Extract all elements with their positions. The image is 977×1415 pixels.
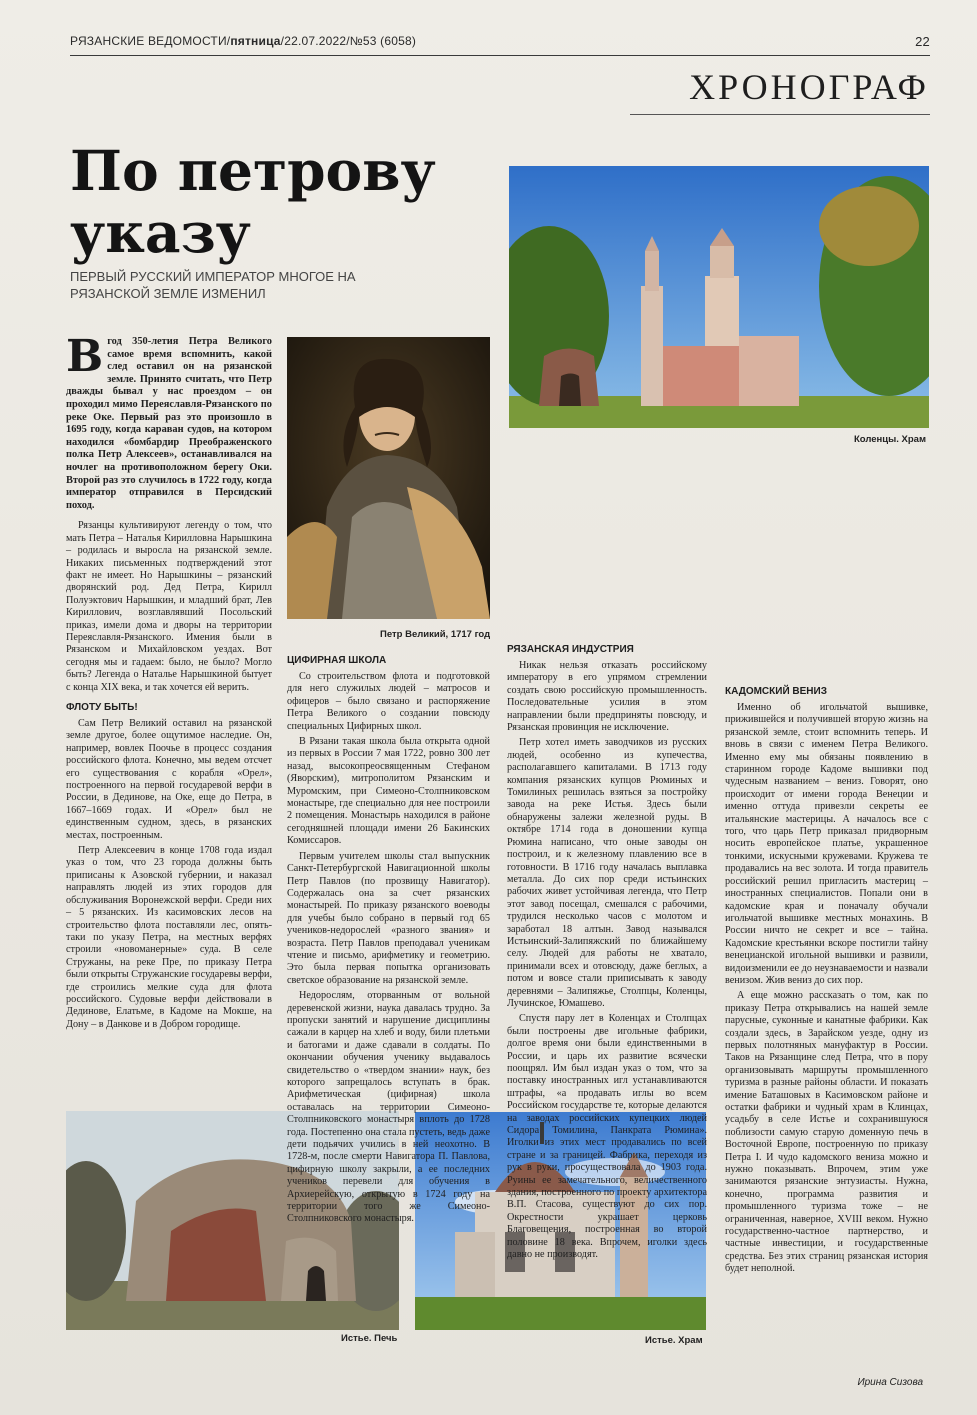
- header-rule: [70, 55, 930, 56]
- subheading-school: ЦИФИРНАЯ ШКОЛА: [287, 655, 387, 666]
- kolentsy-photo: [509, 166, 929, 428]
- issue-info: /22.07.2022/№53 (6058): [280, 34, 417, 48]
- kolentsy-caption: Коленцы. Храм: [854, 434, 926, 445]
- portrait-photo: [287, 337, 490, 619]
- article-subtitle: ПЕРВЫЙ РУССКИЙ ИМПЕРАТОР МНОГОЕ НА РЯЗАНСКОЙ ЗЕМЛЕ ИЗМЕНИЛ: [70, 269, 356, 301]
- column-2: [287, 655, 490, 1225]
- drop-cap: В: [66, 331, 104, 382]
- paragraph: Недорослям, оторванным от вольной деревенской жизни, наука давалась трудно. За пропуски занятий и нарушение дисциплины сажали в карцер на хлеб и воду, били плетьми и батогами и даже сдавали в солдаты. По окончании обучения ученику выдавалось свидетельство о «твердом знании» наук, без которого запрещалось вступать в брак. Арифметическая (цифирная) школа оставалась на территории Симеоно-Столпниковского монастыря вплоть до 1728 года. Постепенно она стала пустеть, ведь даже дети подьячих учились в ней неохотно. В 1728-м, после смерти Навигатора П. Павлова, цифирную школу закрыли, а ее последних учеников перевели для обучения в Архиерейскую, открытую в 1724 году на территории того же Симеоно-Столпниковского монастыря.: [287, 990, 490, 1225]
- paragraph: Рязанцы культивируют легенду о том, что мать Петра – Наталья Кирилловна Нарышкина – родилась и выросла на рязанской земле. Никаких письменных подтверждений этот факт не имеет. Но Нарышкины – рязанский дворянский род. Дед Петра, Кирилл Полуэктович Нарышкин, и младший брат, Лев Кириллович, возглавлявший Посольский приказ, имели дома и дворы на территории Переяславля-Рязанского. Имения были в Рязанском и Михайловском уездах. Вот сегодня мы и гадаем: было, не было? Могло быть? Легенда о Наталье Нарышкиной бытует с конца XIX века, и так хочется ей верить.: [66, 520, 272, 693]
- lead-paragraph: Вгод 350-летия Петра Великого самое время вспомнить, какой след оставил он на рязанской земле. Принято считать, что Петр дважды бывал у нас проездом – он проходил мимо Переяславля-Рязанского по реке Оке. Первый раз это произошло в 1695 году, когда караван судов, на котором находился «бомбардир Преображенского полка Петр Алексеев», останавливался на ночлег на противоположном берегу Оки. Второй раз это случилось в 1722 году, когда император отправился в Персидский поход.: [66, 331, 272, 511]
- paragraph: А еще можно рассказать о том, как по приказу Петра открывались на нашей земле парусные, суконные и канатные фабрики. Как создали здесь, в Зарайском уезде, одну из первых полотняных мануфактур в России. Таков на Рязанщине след Петра, что в пору организовывать маршруты промышленного туризма в разные районы области. И показать имение Баташовых в Касимовском районе и остатки фабрики и чудный храм в Клинцах, усадьбу в селе Истье и сохранившуюся поблизости самую старую доменную печь в Восточной Европе, построенную по приказу Петра I. И чудо кадомского вениза можно и нужно показывать. Впрочем, этим уже занимаются рязанские энтузиасты. Нужна, конечно, программа развития и промышленного туризма тоже – не ограниченная, наверное, XVIII веком. Нужно государственно-частное партнерство, и частные инвестиции, и государственные средства. Без этих страниц рязанская история будет неполной.: [725, 990, 928, 1275]
- istye-church-caption: Истье. Храм: [645, 1335, 703, 1346]
- paragraph: Петр хотел иметь заводчиков из русских людей, особенно из купечества, располагавшего капиталами. В 1713 году компания рязанских купцов Рюминых и Томилиных решилась взяться за постройку завода на реке Истья. Здесь были обнаружены залежи железной руды. В октябре 1714 года в доношении купца Рюмина написано, что оные заводы он построил, и к железному плавлению все в готовности. В 1716 году началась выплавка металла. До сих пор среди истьинских рабочих живет устойчивая легенда, что Петр этот завод посещал, смешался с рабочими, трудился несколько часов с молотом и заработал 18 алтын. Завод назывался Истьинский-Залипяжский по ближайшему селу. Людей для работы не хватало, принимали всех и отовсюду, даже беглых, а потом и вовсе стали приписывать к заводу деревнями – Залипяжье, Столпцы, Коленцы, Лучинское, Юмашево.: [507, 737, 707, 1009]
- subheading-veniz: КАДОМСКИЙ ВЕНИЗ: [725, 686, 827, 697]
- section-title: ХРОНОГРАФ: [689, 67, 929, 107]
- portrait-caption: Петр Великий, 1717 год: [380, 629, 491, 640]
- subheading-fleet: ФЛОТУ БЫТЬ!: [66, 702, 138, 713]
- paragraph: Спустя пару лет в Коленцах и Столпцах были построены две игольные фабрики, долгое время они были единственными в России, и царь их развитие всячески поощрял. Им был издан указ о том, что за поставку иностранных игл устанавливаются штрафы, «а продавать иглы во всем Российском государстве те, которые делаются на заводах российских купецких людей Сидора Томилина, Панкрата Рюмина». Иголки из этих мест продавались по всей стране и за границей. Фабрика, переходя из рук в руки, просуществовала до 1903 года. Руины ее замечательного, величественного здания, построенного по проекту архитектора В.П. Стасова, существуют до сих пор. Окрестности украшает церковь Благовещения, построенная во второй половине 18 века. Впрочем, иголки здесь давно не производят.: [507, 1013, 707, 1261]
- section-rule: [630, 114, 930, 115]
- publication-name: РЯЗАНСКИЕ ВЕДОМОСТИ/: [70, 34, 231, 48]
- paragraph: Петр Алексеевич в конце 1708 года издал указ о том, что 23 города должны быть приписаны к Азовской губернии, и наказал направлять людей из этих городов для обслуживания Воронежской верфи. Среди них – 5 рязанских. Из касимовских лесов на строительство флота поставляли лес, опять-таки по указу Петра, на местных верфях строили «новоманерные» суда. В селе Стружаны, на реке Пре, по приказу Петра были открыты Стружанские государевы верфи, где строились мелкие суда для флота российского. Судовые верфи действовали в Дединове, Елатьме, в Кадоме на Мокше, на Дону – в Данкове и в Добром городище.: [66, 845, 273, 1030]
- author-signature: Ирина Сизова: [857, 1377, 923, 1388]
- paragraph: Со строительством флота и подготовкой для него служилых людей – матросов и офицеров – было связано и распоряжение Петра Великого о создании повсюду специальных Цифирных школ.: [287, 671, 490, 732]
- issue-day: пятница: [230, 34, 281, 48]
- running-head: [70, 34, 930, 52]
- column-1: [66, 331, 273, 1096]
- paragraph: Никак нельзя отказать российскому императору в его упрямом стремлении создать свою российскую промышленность. Последовательные усилия в этом направлении были предприняты повсюду, и Рязанская провинция не исключение.: [507, 660, 707, 734]
- paragraph: Именно об игольчатой вышивке, прижившейся и получившей вторую жизнь на рязанской земле, стоит вспомнить теперь. И вновь в связи с именем Петра Великого. Именно ему мы обязаны появлению в старинном городе Кадоме вышивки под чудесным названием – вениз. Говорят, оно происходит от имени города Венеции и именно оттуда привезли секреты ее итальянские мастерицы. А началось все с того, что царь Петр приказал придворным носить европейское платье, украшенное тонкими, искусными кружевами. Кружева те продавались на вес золота. И тогда правитель российский решил пригласить мастериц – иностранных специалистов. Попали они в кадомские края и поначалу обучали игольчатой вышивке местных монахинь. В России ничто не секрет и все – тайна. Кадомские крестьянки вскоре постигли тайну венецианской игольной вышивки и развили, видоизменили ее до неузнаваемости и назвали венизом. Жив вениз до сих пор.: [725, 702, 928, 986]
- paragraph: В Рязани такая школа была открыта одной из первых в России 7 мая 1722, ровно 300 лет назад, высокопреосвященным Стефаном (Яворским), митрополитом Рязанским и Муромским, при Симеоно-Столпниковском монастыре, где специально для нее построили 2 помещения. Монастырь находился в районе сегодняшней площади имени 26 Бакинских Комиссаров.: [287, 736, 490, 847]
- column-4: [725, 454, 928, 1369]
- paragraph: Первым учителем школы стал выпускник Санкт-Петербургской Навигационной школы Петр Павлов (по прозвищу Навигатор). Содержалась она за счет рязанских монастырей. По приказу рязанского воеводы для учебы было собрано в первый год 65 учеников-недорослей «разного звания» и возраста. Петр Павлов преподавал ученикам чтение и письмо, арифметику и геометрию. Это была первая попытка организовать светское образование на рязанской земле.: [287, 850, 490, 986]
- subheading-industry: РЯЗАНСКАЯ ИНДУСТРИЯ: [507, 644, 634, 655]
- article-title: По петрову указу: [70, 138, 436, 265]
- page-number: 22: [915, 34, 930, 49]
- istye-furnace-caption: Истье. Печь: [341, 1333, 398, 1344]
- column-3: [507, 454, 707, 1261]
- paragraph: Сам Петр Великий оставил на рязанской земле другое, более ощутимое наследие. Он, например, вовлек Поочье в процесс создания российского флота. Конечно, мы ведем отсчет его существования с корабля «Орел», построенного на первой государевой верфи в России, в Дединове, на Оке, еще до Петра, в 1667–1669 годах. И «Орел» был не единственным судном, здесь, в рязанских местах, построенным.: [66, 718, 272, 841]
